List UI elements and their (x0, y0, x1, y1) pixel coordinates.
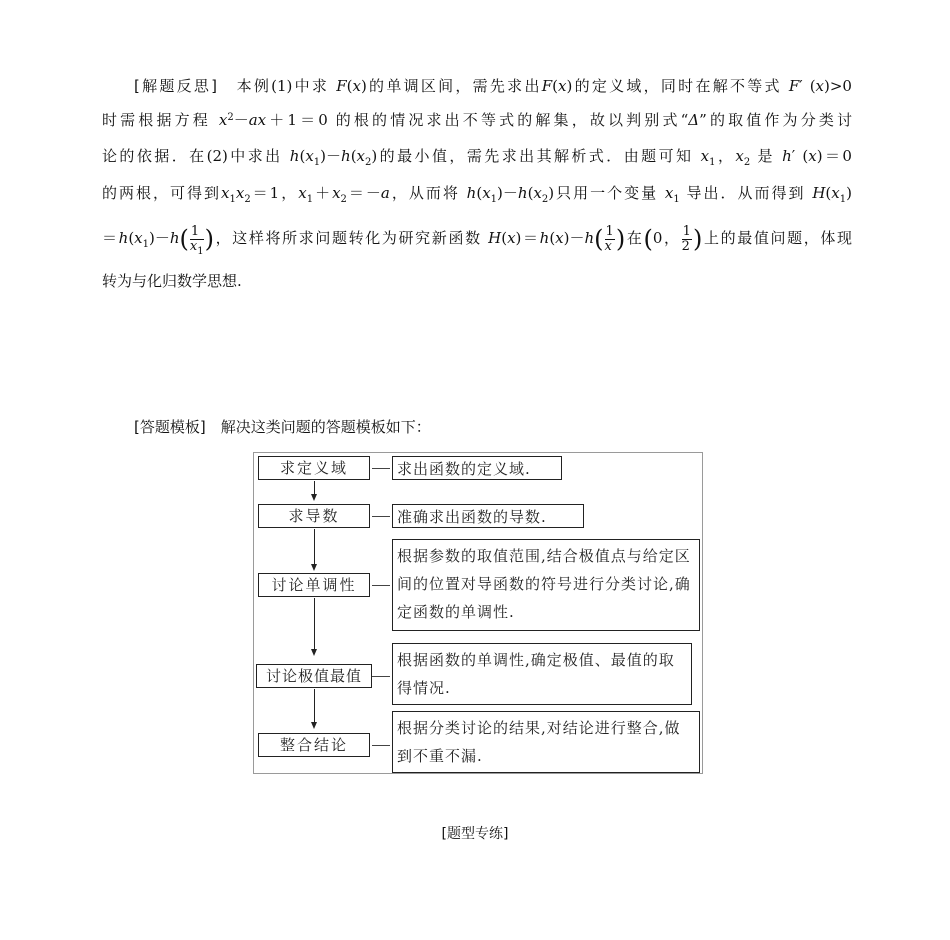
reflection-line-1: [解题反思] 本例(1)中求 F(x)的单调区间，需先求出F(x)的定义域，同时在解不等式 F′ (x)>0 (134, 77, 852, 95)
text: ”的取值作为分类讨 (699, 111, 853, 129)
connector (372, 676, 390, 677)
fraction-1-over-2: $\frac{1}{2}$ (681, 223, 691, 254)
section-footer: [题型专练] (441, 826, 509, 842)
fraction-1-over-x: $\frac{1}{x}$ (604, 223, 614, 254)
step-label-monotonicity: 讨论单调性 (258, 573, 370, 597)
template-heading (134, 416, 431, 437)
text: 的根的情况求出不等式的解集，故以判别式“ (335, 111, 689, 129)
text: 时需根据方程 (102, 111, 211, 129)
step-desc-monotonicity: 根据参数的取值范围,结合极值点与给定区间的位置对导函数的符号进行分类讨论,确定函数的单调性. (392, 539, 700, 631)
text: 的单调区间，需先求出 (366, 77, 542, 95)
text: ，从而将 (389, 184, 460, 202)
step-label-domain: 求定义域 (258, 456, 370, 480)
fraction-1-over-x1: $\frac{1}{x_1}$ (189, 223, 204, 257)
template-tag: [答题模板] (134, 418, 206, 436)
text: ，这样将所求问题转化为研究新函数 (214, 229, 482, 247)
arrow-line (314, 481, 315, 495)
step-desc-derivative: 准确求出函数的导数. (392, 504, 584, 528)
step-desc-domain: 求出函数的定义域. (392, 456, 562, 480)
reflection-line-2: 时需根据方程 $x^2-ax+1=0$ 的根的情况求出不等式的解集，故以判别式“Δ”的取值作为分类讨 (102, 111, 853, 129)
text: 的两根，可得到 (102, 184, 221, 202)
arrow-line (314, 689, 315, 723)
step-label-conclusion: 整合结论 (258, 733, 370, 757)
text: 导出．从而得到 (686, 184, 806, 202)
connector (372, 745, 390, 746)
arrow-down-icon (311, 649, 317, 656)
text: 在 (625, 229, 644, 247)
connector (372, 585, 390, 586)
template-intro: 解决这类问题的答题模板如下： (220, 418, 431, 436)
reflection-line-5: $=h(x_1)-h$( $\frac{1}{x_1}$ )，这样将所求问题转化为研究新函数 H(x)＝h(x)－h( $\frac{1}{x}$ )在(0， $\frac{1}{2}$ )上的最值问题，体现 (102, 223, 852, 257)
connector (372, 516, 390, 517)
text: 论的依据．在(2)中求出 (102, 147, 283, 165)
text: 的定义域，同时在解不等式 (572, 77, 782, 95)
arrow-line (314, 529, 315, 565)
step-label-derivative: 求导数 (258, 504, 370, 528)
step-label-extremum: 讨论极值最值 (256, 664, 372, 688)
step-desc-extremum: 根据函数的单调性,确定极值、最值的取得情况. (392, 643, 692, 705)
reflection-line-4: 的两根，可得到$x_1x_2=1$，$x_1+x_2=-a$，从而将 $h(x_1)-h(x_2)$只用一个变量 $x_1$ 导出．从而得到 $H(x_1)$ (102, 184, 852, 205)
reflection-tag: [解题反思] (134, 77, 218, 95)
reflection-line-6: 转为与化归数学思想. (102, 272, 242, 290)
text: 是 (757, 147, 775, 165)
connector (372, 468, 390, 469)
arrow-down-icon (311, 722, 317, 729)
reflection-line-3: 论的依据．在(2)中求出 $h(x_1)-h(x_2)$的最小值，需先求出其解析式．由题可知 $x_1$，$x_2$ 是 h′ (x)＝0 (102, 147, 852, 168)
flowchart (253, 452, 703, 774)
arrow-line (314, 598, 315, 650)
arrow-down-icon (311, 494, 317, 501)
text: 上的最值问题，体现 (702, 229, 852, 247)
text: 本例(1)中求 (236, 77, 330, 95)
text: 的最小值，需先求出其解析式．由题可知 (377, 147, 694, 165)
arrow-down-icon (311, 564, 317, 571)
step-desc-conclusion: 根据分类讨论的结果,对结论进行整合,做到不重不漏. (392, 711, 700, 773)
text: 只用一个变量 (554, 184, 659, 202)
